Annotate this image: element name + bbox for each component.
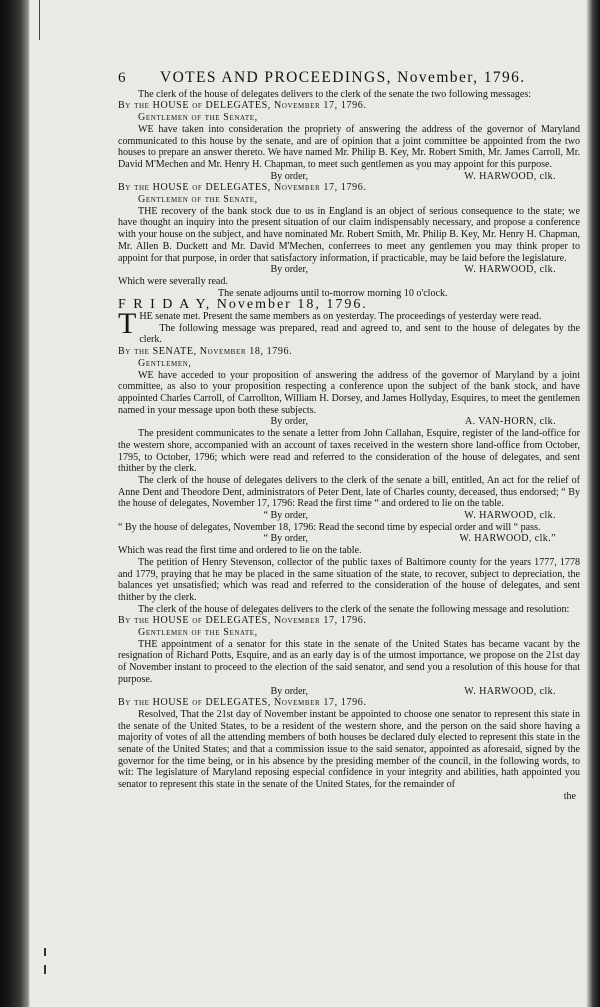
signature-line xyxy=(118,533,580,545)
dateline: By the HOUSE of DELEGATES, November 17, 1796. xyxy=(118,182,367,194)
paragraph: WE have acceded to your proposition of answering the address of the governor of Maryland by a joint committee, as also to your proposition respecting a conference upon the subject of the bank stock, and have appointed Charles Carroll, of Carrollton, William H. Dorsey, and James Hollyday, Esquires, to meet the gentlemen named in your message upon both these subjects. xyxy=(118,369,580,416)
paragraph: Resolved, That the 21st day of November instant be appointed to choose one senator to represent this state in the senate of the United States, to be a resident of the western shore, and the person on the said shore having a majority of votes of all the attending members of both houses be declared duly elected to represent this state in the senate of the United States; and that a commission issue to the said senator, appointed as aforesaid, signed by the governor for the time being, or in his absence by the presiding member of the council, in the following words, to wit: The legislature of Maryland reposing especial confidence in your integrity and abilities, hath appointed you senator to represent this state in the senate of the United States, for the remainder of xyxy=(118,708,580,791)
salutation: Gentlemen of the Senate, xyxy=(138,112,258,124)
signature-line xyxy=(118,686,580,698)
dateline: By the HOUSE of DELEGATES, November 17, 1796. xyxy=(118,697,367,709)
signature-line xyxy=(118,416,580,428)
page-number: 6 xyxy=(118,70,126,86)
running-title: VOTES AND PROCEEDINGS, November, 1796. xyxy=(160,69,526,86)
day-heading: F R I D A Y, November 18, 1796. xyxy=(118,297,368,313)
clerk-name: W. HARWOOD, clk. xyxy=(464,170,556,182)
paragraph: The president communicates to the senate a letter from John Callahan, Esquire, register of the land-office for the western shore, accompanied with an account of taxes received in the western shore land-office from October, 1795, to October, 1796; which were read and referred to the consideration of the house of delegates, and sent thither by the clerk. xyxy=(118,428,580,475)
paragraph: The clerk of the house of delegates delivers to the clerk of the senate the following message and resolution: xyxy=(138,603,570,615)
paragraph: “ By the house of delegates, November 18, 1796: Read the second time by especial order and will “ pass. xyxy=(118,521,541,533)
page-header xyxy=(118,69,580,86)
clerk-name: A. VAN-HORN, clk. xyxy=(465,416,556,428)
clerk-name: W. HARWOOD, clk.” xyxy=(459,533,556,545)
paragraph: WE have taken into consideration the propriety of answering the address of the governor of Maryland communicated to this house by the senate, and are of opinion that a joint committee be appointed from the two houses to prepare an answer thereto. We have named Mr. Philip B. Key, Mr. Robert Smith, Mr. James Carroll, Mr. David M'Mechen and Mr. Henry H. Chapman, to meet such gentlemen as you may appoint for this purpose. xyxy=(118,123,580,170)
page-edge-shadow xyxy=(586,0,600,1007)
salutation: Gentlemen of the Senate, xyxy=(138,194,258,206)
salutation: Gentlemen of the Senate, xyxy=(138,627,258,639)
signature-line xyxy=(118,510,580,522)
page-gutter-shadow xyxy=(0,0,30,1007)
paragraph: THE recovery of the bank stock due to us in England is an object of serious consequence to the state; we have thought an inquiry into the present situation of our claim indispensably necessary, and propose a conference with your house on the subject, and have nominated Mr. Robert Smith, Mr. Philip B. Key, Mr. Henry H. Chapman, Mr. Allen B. Duckett and Mr. David M'Mechen, conferrees to meet any gentlemen you may think proper to appoint for that purpose, in order that satisfactory information, if practicable, may be laid before the legislature. xyxy=(118,205,580,264)
signature-line xyxy=(118,264,580,276)
paragraph: THE appointment of a senator for this state in the senate of the United States has became vacant by the resignation of Richard Potts, Esquire, and as an early day is of the utmost importance, we propose on the 21st day of November instant to proceed to the election of the said senator, and send you a resolution of this house for that purpose. xyxy=(118,638,580,685)
by-order: By order, xyxy=(270,416,308,428)
dateline: By the SENATE, November 18, 1796. xyxy=(118,346,293,358)
salutation: Gentlemen, xyxy=(138,357,192,369)
by-order: By order, xyxy=(270,170,308,182)
paragraph: The clerk of the house of delegates delivers to the clerk of the senate the two following messages: xyxy=(138,88,532,100)
document-page xyxy=(118,69,580,803)
clerk-name: W. HARWOOD, clk. xyxy=(464,510,556,522)
signature-line xyxy=(118,171,580,183)
drop-cap: T xyxy=(118,307,137,341)
paragraph-text: HE senate met. Present the same members as on yesterday. The proceedings of yesterday were read. xyxy=(139,311,542,323)
paragraph: The senate adjourns until to-morrow morning 10 o'clock. xyxy=(218,287,448,299)
by-order: By order, xyxy=(270,264,308,276)
by-order: By order, xyxy=(270,685,308,697)
margin-mark xyxy=(44,965,46,974)
margin-mark xyxy=(44,948,46,956)
margin-rule xyxy=(39,0,40,40)
paragraph: Which was read the first time and ordered to lie on the table. xyxy=(118,545,362,557)
paragraph: Which were severally read. xyxy=(118,275,228,287)
by-order: “ By order, xyxy=(263,533,308,545)
paragraph: The clerk of the house of delegates delivers to the clerk of the senate a bill, entitled, An act for the relief of Anne Dent and Theodore Dent, administrators of Peter Dent, late of Charles county, deceased, thus endorsed; “ By the house of delegates, November 17, 1796: Read the first time “ and ordered to lie on the table. xyxy=(118,474,580,510)
catchword: the xyxy=(563,790,576,802)
paragraph: The following message was prepared, read and agreed to, and sent to the house of delegates by the clerk. xyxy=(139,322,580,346)
dateline: By the HOUSE of DELEGATES, November 17, 1796. xyxy=(118,100,367,112)
by-order: “ By order, xyxy=(263,510,308,522)
paragraph: The petition of Henry Stevenson, collector of the public taxes of Baltimore county for the years 1777, 1778 and 1779, praying that he may be placed in the same situation of the state, to recover, subject to depreciation, the balances yet unsatisfied; which was read and referred to the consideration of the house of delegates, and sent thither by the clerk. xyxy=(118,556,580,603)
clerk-name: W. HARWOOD, clk. xyxy=(464,685,556,697)
clerk-name: W. HARWOOD, clk. xyxy=(464,264,556,276)
dateline: By the HOUSE of DELEGATES, November 17, 1796. xyxy=(118,615,367,627)
